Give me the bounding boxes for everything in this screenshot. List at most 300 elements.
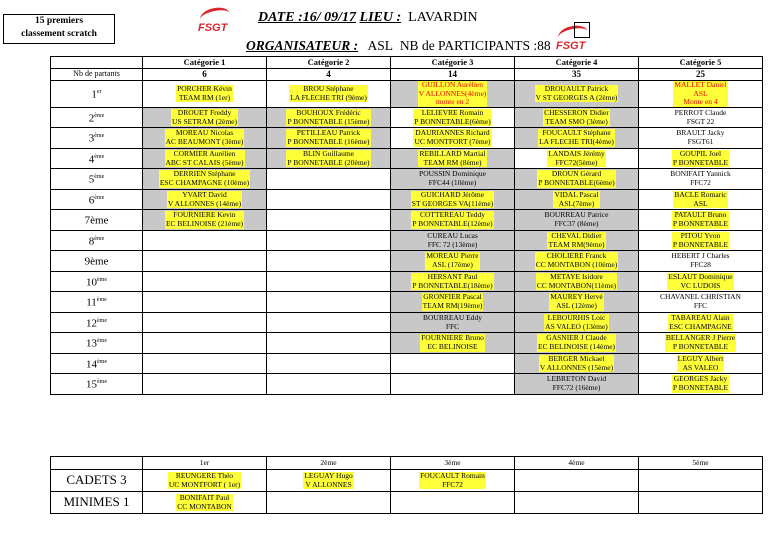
rider-club: CC MONTABON(11ème) <box>536 280 617 290</box>
rider-club: FFC <box>445 321 460 331</box>
result-cell <box>639 81 763 108</box>
rider-club: LA FLECHE TRI (9ème) <box>290 92 367 102</box>
lieu-value: LAVARDIN <box>408 10 478 25</box>
youth-cell <box>639 470 763 492</box>
rider-entry <box>411 273 493 290</box>
rank-number: 9ème <box>84 256 109 269</box>
rank-cell <box>51 312 143 333</box>
rider-name: BLIN Guillaume <box>302 148 355 158</box>
result-cell <box>143 81 267 108</box>
rider-club: FFC72 <box>442 479 463 489</box>
result-cell <box>267 107 391 128</box>
rider-name: BROU Stéphane <box>303 84 354 94</box>
rider-club: ASL (17ème) <box>432 260 473 270</box>
result-cell <box>515 210 639 231</box>
rank-cell <box>51 251 143 272</box>
youth-category-label: MINIMES 1 <box>51 492 143 514</box>
result-cell <box>515 292 639 313</box>
youth-cell <box>267 470 391 492</box>
rider-name: BRAULT Jacky <box>676 128 725 138</box>
result-cell <box>143 210 267 231</box>
rank-cell <box>51 353 143 374</box>
rider-club: FSGT61 <box>687 137 714 147</box>
rank-suffix: ème <box>97 276 107 283</box>
rank-number: 13 <box>86 338 97 351</box>
rider-name: VIDAL Pascal <box>554 189 599 199</box>
rider-entry <box>547 232 605 249</box>
youth-cell <box>639 492 763 514</box>
rider-entry <box>670 169 731 187</box>
rider-name: PITOU Yvon <box>680 230 721 240</box>
rank-suffix: ème <box>94 112 105 119</box>
result-cell <box>391 271 515 292</box>
result-cell <box>143 312 267 333</box>
rank-number: 7ème <box>84 215 109 228</box>
youth-cell <box>515 492 639 514</box>
rank-suffix: ème <box>94 194 105 201</box>
rider-name: BOURREAU Eddy <box>423 312 482 322</box>
rider-club: P BONNETABLE <box>672 219 729 229</box>
rider-entry <box>413 129 491 146</box>
result-cell <box>515 169 639 190</box>
result-cell <box>391 210 515 231</box>
decorative-box <box>574 22 590 38</box>
rider-entry <box>423 313 482 331</box>
result-cell <box>391 230 515 251</box>
rider-name: GRONFIER Pascal <box>423 292 482 302</box>
rider-entry <box>672 150 729 167</box>
rider-club: FSGT 22 <box>686 116 715 126</box>
result-cell <box>515 353 639 374</box>
rider-name: PORCHER Kévin <box>177 84 232 94</box>
rank-cell <box>51 107 143 128</box>
rider-name: MAUREY Hervé <box>550 292 603 302</box>
partants-count: 14 <box>391 69 515 81</box>
result-row <box>51 107 763 128</box>
rider-entry <box>176 494 233 511</box>
result-cell <box>267 128 391 149</box>
ranking-scope-box <box>3 14 115 44</box>
rider-club: P BONNETABLE <box>672 239 729 249</box>
youth-header-row <box>51 457 763 470</box>
rank-cell <box>51 374 143 395</box>
result-cell <box>143 251 267 272</box>
rider-entry <box>286 109 370 126</box>
rider-club: V ALLONNES (14ème) <box>167 198 242 208</box>
result-row <box>51 374 763 395</box>
organiser-value: ASL <box>367 38 394 53</box>
rider-name: CHESSERON Didier <box>544 107 609 117</box>
place-header: 3ème <box>391 457 515 470</box>
rank-suffix: ème <box>94 153 105 160</box>
rider-name: CHOLIERE Franck <box>546 251 607 261</box>
rider-club: P BONNETABLE(12ème) <box>412 219 493 229</box>
rider-club: P BONNETABLE (16ème) <box>287 137 370 147</box>
rider-club: LA FLECHE TRI(4ème) <box>539 137 614 147</box>
rider-entry <box>420 334 485 351</box>
rider-name: DROUN Gérard <box>551 169 602 179</box>
rider-entry <box>286 150 370 167</box>
rider-entry <box>418 81 488 107</box>
rider-club: P BONNETABLE <box>672 157 729 167</box>
result-cell <box>639 128 763 149</box>
rider-entry <box>544 314 609 331</box>
result-cell <box>639 251 763 272</box>
rider-entry <box>660 292 741 310</box>
result-row <box>51 312 763 333</box>
category-header-row <box>51 57 763 69</box>
rider-entry <box>535 252 618 269</box>
rider-name: HEBERT J Charles <box>671 251 730 261</box>
rider-name: LEBOURHIS Loic <box>547 312 606 322</box>
rank-number: 8 <box>88 235 95 248</box>
partants-count: 35 <box>515 69 639 81</box>
result-cell <box>391 333 515 354</box>
rank-cell <box>51 292 143 313</box>
rider-entry <box>165 211 244 228</box>
rider-club: AC BEAUMONT (3ème) <box>165 137 244 147</box>
result-cell <box>391 107 515 128</box>
rider-entry <box>676 128 724 146</box>
rank-number: 12 <box>86 317 97 330</box>
rank-suffix: ème <box>97 317 107 324</box>
rider-name: LEGUAY Hugo <box>304 470 353 480</box>
result-cell <box>143 128 267 149</box>
rider-name: BERGER Mickael <box>548 353 605 363</box>
rank-cell <box>51 271 143 292</box>
rider-entry <box>665 334 736 351</box>
rider-entry <box>537 170 615 187</box>
result-cell <box>143 189 267 210</box>
organiser-line <box>246 38 551 54</box>
youth-table <box>50 456 763 514</box>
result-cell <box>267 353 391 374</box>
rider-name: LANDAIS Jérémy <box>548 148 605 158</box>
rider-club: EC BELINOISE <box>427 342 478 352</box>
category-header: Catégorie 4 <box>515 57 639 69</box>
rider-club: CC MONTABON (10ème) <box>535 260 618 270</box>
rank-cell <box>51 148 143 169</box>
result-cell <box>515 148 639 169</box>
rider-entry <box>159 170 250 187</box>
ranking-scope-line-2: classement scratch <box>21 29 97 39</box>
place-header: 4ème <box>515 457 639 470</box>
rider-club: FFC37 (8ème) <box>554 219 599 229</box>
result-cell <box>143 107 267 128</box>
rider-club: UC MONTFORT ( 1er) <box>168 479 241 489</box>
rider-entry <box>668 314 732 331</box>
rider-entry <box>547 374 606 392</box>
result-row <box>51 128 763 149</box>
rider-name: GASNIER J Claude <box>546 333 607 343</box>
rider-name: METAYE Isidore <box>550 271 603 281</box>
rank-number: 15 <box>86 379 97 392</box>
rider-club: TEAM RM (8ème) <box>423 157 482 167</box>
result-cell <box>267 312 391 333</box>
date-value: 16/ 09/17 <box>302 10 357 25</box>
result-cell <box>639 107 763 128</box>
rider-club: P BONNETABLE <box>672 383 729 393</box>
rider-entry <box>171 109 238 126</box>
rider-club: UC MONTFORT (7ème) <box>414 137 491 147</box>
result-cell <box>391 189 515 210</box>
place-header: 1er <box>143 457 267 470</box>
rider-club: TEAM RM(19ème) <box>422 301 483 311</box>
rider-club: FFC 72 (13ème) <box>427 239 478 249</box>
rider-entry <box>673 191 727 208</box>
result-row <box>51 353 763 374</box>
result-cell <box>391 374 515 395</box>
rider-name: GUICHARD Jérôme <box>420 189 485 199</box>
rider-club: V ALLONNES <box>305 479 352 489</box>
rider-entry <box>538 129 615 146</box>
result-cell <box>267 169 391 190</box>
result-row <box>51 271 763 292</box>
rider-club: ESC CHAMPAGNE <box>669 321 732 331</box>
result-cell <box>143 230 267 251</box>
result-cell <box>143 271 267 292</box>
result-row <box>51 292 763 313</box>
fsgt-logo-left: FSGT <box>196 8 234 38</box>
rider-club: ST GEORGES VA(11ème) <box>411 198 494 208</box>
result-cell <box>143 169 267 190</box>
result-cell <box>515 189 639 210</box>
rider-name: BOURREAU Patrice <box>544 210 609 220</box>
rider-name: DROUET Freddy <box>177 107 232 117</box>
rank-cell <box>51 169 143 190</box>
result-row <box>51 81 763 108</box>
result-cell <box>143 374 267 395</box>
youth-category-label: CADETS 3 <box>51 470 143 492</box>
rider-name: BONIFAIT Paul <box>179 492 230 502</box>
rider-name: FOURNIERE Bruno <box>421 333 484 343</box>
rank-cell <box>51 230 143 251</box>
rider-name: CORMIER Aurélien <box>173 148 236 158</box>
rider-club: P BONNETABLE(6ème) <box>538 178 615 188</box>
organiser-label: ORGANISATEUR : <box>246 38 359 53</box>
rider-entry <box>425 252 479 269</box>
youth-cell <box>515 470 639 492</box>
rider-entry <box>419 472 486 489</box>
rank-suffix: ème <box>96 297 107 304</box>
rider-name: BELLANGER J Pierre <box>665 333 736 343</box>
result-cell <box>639 189 763 210</box>
result-cell <box>143 292 267 313</box>
rider-club: P BONNETABLE (20ème) <box>287 157 370 167</box>
rank-cell <box>51 189 143 210</box>
result-cell <box>639 210 763 231</box>
rider-name: MALLET Daniel <box>674 80 727 89</box>
rider-name: FOUCAULT Stéphane <box>542 128 611 138</box>
rider-entry <box>667 273 733 290</box>
rider-entry <box>535 85 619 102</box>
result-cell <box>267 333 391 354</box>
rider-club: TEAM RM (1er) <box>178 92 231 102</box>
rider-name: REUNGERE Théo <box>175 470 234 480</box>
result-cell <box>391 128 515 149</box>
result-cell <box>515 312 639 333</box>
rider-entry <box>672 232 729 249</box>
rider-entry <box>536 273 617 290</box>
rider-note: Monte en 4 <box>683 97 718 107</box>
youth-row <box>51 470 763 492</box>
rider-name: BACLE Romaric <box>674 189 727 199</box>
rider-entry <box>411 211 493 228</box>
result-cell <box>267 271 391 292</box>
rider-note: monte en 2 <box>435 97 470 107</box>
rider-club: P BONNETABLE(18ème) <box>412 280 493 290</box>
rider-club: FFC28 <box>690 260 711 270</box>
result-row <box>51 333 763 354</box>
rider-entry <box>419 169 486 187</box>
result-cell <box>639 271 763 292</box>
rider-club: AS VALEO (13ème) <box>545 321 608 331</box>
rank-number: 1 <box>91 88 97 101</box>
result-cell <box>639 374 763 395</box>
rider-club: EC BELINOISE (21ème) <box>165 219 244 229</box>
rider-entry <box>671 251 729 269</box>
rider-club: EC BELINOISE (14ème) <box>537 342 616 352</box>
result-row <box>51 210 763 231</box>
result-row <box>51 251 763 272</box>
youth-body <box>51 470 763 514</box>
category-header: Catégorie 5 <box>639 57 763 69</box>
result-row <box>51 169 763 190</box>
rider-entry <box>677 355 725 372</box>
result-row <box>51 189 763 210</box>
rider-name: GUILLON Aurélien <box>421 80 484 89</box>
rider-name: COTTEREAU Teddy <box>420 210 485 220</box>
rank-suffix: ème <box>97 338 107 345</box>
rider-club: V ST GEORGES A (2ème) <box>535 92 618 102</box>
partants-count: 4 <box>267 69 391 81</box>
results-table <box>50 56 763 395</box>
rank-cell <box>51 333 143 354</box>
rider-club: FFC72 <box>690 178 711 188</box>
result-cell <box>639 312 763 333</box>
result-cell <box>639 353 763 374</box>
result-cell <box>515 374 639 395</box>
rider-name: GEORGES Jacky <box>673 374 728 384</box>
fsgt-logo-right: FSGT <box>554 26 592 56</box>
partants-count: 25 <box>639 69 763 81</box>
rider-name: POUSSIN Dominique <box>419 169 486 179</box>
category-header: Catégorie 3 <box>391 57 515 69</box>
rider-name: LELIEVRE Romain <box>421 107 484 117</box>
rider-club: AS VALEO <box>682 362 719 372</box>
event-header-line <box>258 10 478 26</box>
rider-name: BOUHOUX Frédéric <box>296 107 361 117</box>
result-cell <box>391 353 515 374</box>
youth-cell <box>143 470 267 492</box>
rider-club: TEAM SMO (3ème) <box>545 116 608 126</box>
rider-club: V ALLONNES (15ème) <box>539 362 614 372</box>
category-header: Catégorie 2 <box>267 57 391 69</box>
rider-entry <box>539 355 614 372</box>
result-cell <box>267 210 391 231</box>
rider-club: FFC72(5ème) <box>555 157 598 167</box>
rider-entry <box>303 472 353 489</box>
rider-name: BONIFAIT Yannick <box>670 169 731 179</box>
result-cell <box>267 148 391 169</box>
youth-cell <box>391 492 515 514</box>
youth-cell <box>391 470 515 492</box>
rider-name: DERRIEN Stéphane <box>173 169 236 179</box>
rider-club: FFC44 (10ème) <box>428 178 477 188</box>
rider-entry <box>672 211 729 228</box>
rider-name: MOREAU Pierre <box>426 251 479 261</box>
result-cell <box>391 169 515 190</box>
result-cell <box>639 169 763 190</box>
rider-entry <box>289 85 368 102</box>
result-cell <box>515 251 639 272</box>
rider-club: ABC ST CALAIS (5ème) <box>165 157 244 167</box>
rank-suffix: ème <box>97 358 107 365</box>
result-cell <box>639 292 763 313</box>
rank-suffix: ème <box>94 133 105 140</box>
lieu-label: LIEU : <box>359 10 402 25</box>
rider-entry <box>537 334 616 351</box>
results-body <box>51 81 763 395</box>
result-cell <box>639 230 763 251</box>
rider-name: ESLAUT Dominique <box>668 271 733 281</box>
result-cell <box>267 251 391 272</box>
place-header: 5ème <box>639 457 763 470</box>
rider-entry <box>165 129 245 146</box>
rank-number: 4 <box>88 153 95 166</box>
partants-count: 6 <box>143 69 267 81</box>
rider-name: REBILLARD Martial <box>419 148 486 158</box>
result-cell <box>267 81 391 108</box>
rank-suffix: ème <box>94 235 105 242</box>
rider-entry <box>547 150 605 167</box>
rider-name: PETILLEAU Patrick <box>296 128 361 138</box>
rider-name: MOREAU Nicolas <box>175 128 234 138</box>
rider-club: CC MONTABON <box>177 501 232 511</box>
rider-name: DROUAULT Patrick <box>544 84 609 94</box>
youth-row <box>51 492 763 514</box>
result-cell <box>391 148 515 169</box>
rank-cell <box>51 210 143 231</box>
rank-number: 2 <box>88 112 95 125</box>
rider-entry <box>673 81 727 107</box>
result-cell <box>515 81 639 108</box>
rider-club: ASL <box>693 198 708 208</box>
rank-suffix: ème <box>97 379 107 386</box>
youth-cell <box>143 492 267 514</box>
rider-name: DAURIANNES Richard <box>415 128 490 138</box>
rider-entry <box>165 150 245 167</box>
rider-club: ASL <box>693 88 708 98</box>
rider-entry <box>427 231 478 249</box>
rider-entry <box>286 129 370 146</box>
result-cell <box>143 333 267 354</box>
rider-name: CHEVAL Didier <box>551 230 602 240</box>
rider-name: CHAVANEL CHRISTIAN <box>660 292 741 302</box>
rider-entry <box>168 472 241 489</box>
rider-entry <box>543 109 610 126</box>
rider-club: P BONNETABLE (15ème) <box>287 116 370 126</box>
rank-number: 10 <box>86 276 97 289</box>
rank-number: 6 <box>88 194 95 207</box>
rider-club: FFC <box>693 301 708 311</box>
result-cell <box>515 271 639 292</box>
rider-club: P BONNETABLE(6ème) <box>414 116 491 126</box>
result-cell <box>391 312 515 333</box>
rider-name: LEGUY Albert <box>677 353 724 363</box>
place-header: 2ème <box>267 457 391 470</box>
rider-entry <box>411 191 494 208</box>
